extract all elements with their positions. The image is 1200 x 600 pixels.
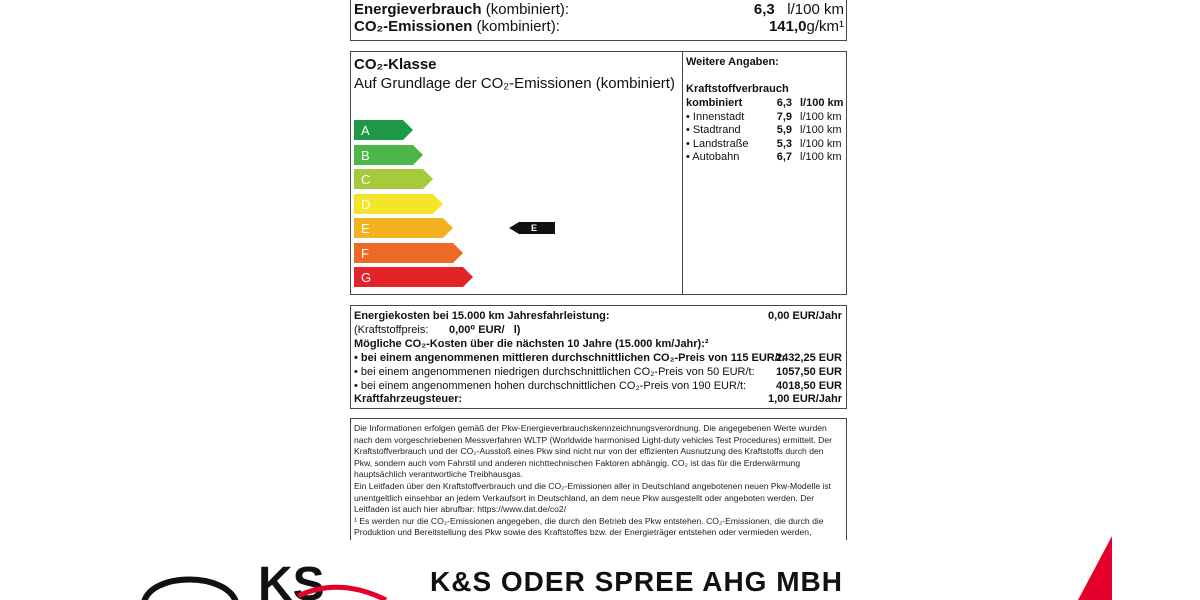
fuel-price-amount: 0,00⁰ EUR/ bbox=[449, 324, 505, 336]
co2-cost-low-label: • bei einem angenommenen niedrigen durchschnittlichen CO₂-Preis von 50 EUR/t: bbox=[354, 366, 755, 378]
possible-co2-costs-heading bbox=[354, 337, 842, 351]
co2-class-letter-d: D bbox=[361, 196, 371, 212]
legal-info-panel bbox=[350, 418, 847, 540]
consumption-label: • Autobahn bbox=[686, 151, 740, 164]
co2-cost-high-value: 4018,50 EUR bbox=[775, 380, 842, 392]
consumption-label: • Landstraße bbox=[686, 137, 749, 150]
co2-class-bar-g bbox=[354, 267, 475, 287]
energy-costs-label: Energiekosten bei 15.000 km Jahresfahrleistung: bbox=[354, 310, 610, 322]
consumption-value: 6,3 bbox=[776, 97, 792, 109]
consumption-row bbox=[686, 124, 844, 137]
co2-class-title: CO₂-Klasse bbox=[354, 56, 437, 73]
consumption-value: 7,9 bbox=[776, 110, 792, 123]
info-paragraph-1: Die Informationen erfolgen gemäß der Pkw-Energieverbrauchskennzeichnungsverordnung. Die angegebenen Werte wurden nach dem vorgeschriebenen Messverfahren WLTP (Worldwide harmonised Light-duty vehicles Test Procedures) ermittelt. Der Kraftstoffverbrauch und der CO₂-Ausstoß eines Pkw sind nicht nur von der effizienten Ausnutzung des Kraftstoffs durch den Pkw, sondern auch vom Fahrstil und anderen nichttechnischen Faktoren abhängig. CO₂ ist das für die Erderwärmung hauptsächlich verantwortliche Treibhausgas. bbox=[354, 423, 832, 480]
consumption-row bbox=[686, 97, 844, 110]
co2-class-letter-e: E bbox=[361, 221, 370, 236]
co2-class-letter-g: G bbox=[361, 270, 372, 285]
co2-class-bar-d bbox=[354, 194, 445, 214]
consumption-unit: l/100 km bbox=[800, 124, 842, 137]
weitere-angaben-title: Weitere Angaben: bbox=[686, 56, 779, 68]
current-class-letter: E bbox=[531, 223, 538, 233]
possible-co2-costs-label: Mögliche CO₂-Kosten über die nächsten 10 Jahre (15.000 km/Jahr):² bbox=[354, 338, 709, 350]
co2-label-bold: CO₂-Emissionen bbox=[354, 18, 473, 35]
co2-class-bar-e bbox=[354, 218, 455, 238]
energy-unit: l/100 km bbox=[787, 1, 844, 18]
brand-emblem-icon bbox=[138, 566, 242, 600]
consumption-unit: l/100 km bbox=[800, 97, 844, 109]
energy-value: 6,3 bbox=[753, 1, 775, 18]
co2-unit: g/km¹ bbox=[806, 18, 844, 35]
consumption-unit: l/100 km bbox=[800, 110, 842, 123]
co2-cost-low-row bbox=[354, 365, 842, 379]
co2-class-letter-f: F bbox=[361, 245, 369, 261]
energy-costs-row bbox=[354, 309, 842, 323]
top-right-border bbox=[846, 0, 847, 41]
info-paragraph-3: ¹ Es werden nur die CO₂-Emissionen angegeben, die durch den Betrieb des Pkw entstehen. CO₂-Emissionen, die durch die Produktion und Bereitstellung des Pkw sowie des Kraftstoffes bzw. der Energieträger entstehen oder vermieden werden, bbox=[354, 515, 824, 538]
energy-label-bold: Energieverbrauch bbox=[354, 1, 482, 18]
co2-emissions-row bbox=[354, 17, 844, 37]
co2-class-letter-b: B bbox=[361, 147, 370, 163]
panel-divider bbox=[682, 52, 683, 294]
fuel-price-row bbox=[354, 323, 842, 337]
fuel-price-unit: l) bbox=[513, 324, 521, 336]
red-corner-decoration bbox=[1078, 536, 1112, 600]
info-paragraph-2: Ein Leitfaden über den Kraftstoffverbrauch und die CO₂-Emissionen aller in Deutschland angebotenen neuen Pkw-Modelle ist unentgeltlich einsehbar an jedem Verkaufsort in Deutschland, an dem neue Pkw ausgestellt oder angeboten werden. Der Leitfaden ist auch hier abrufbar: https://www.dat.de/co2/ bbox=[354, 480, 832, 515]
co2-class-letter-c: C bbox=[361, 172, 371, 187]
co2-label-rest: (kombiniert): bbox=[472, 18, 560, 35]
consumption-value: 5,9 bbox=[776, 124, 792, 137]
consumption-unit: l/100 km bbox=[800, 151, 842, 164]
ks-logo-text: KS bbox=[258, 560, 325, 600]
consumption-row bbox=[686, 111, 844, 124]
energy-costs-value: 0,00 EUR/Jahr bbox=[768, 310, 842, 322]
consumption-value: 5,3 bbox=[776, 137, 792, 150]
vehicle-tax-value: 1,00 EUR/Jahr bbox=[768, 393, 842, 405]
consumption-row bbox=[686, 138, 844, 151]
consumption-label: • Stadtrand bbox=[686, 124, 741, 137]
kraftstoffverbrauch-heading: Kraftstoffverbrauch bbox=[686, 83, 789, 95]
consumption-row bbox=[686, 151, 844, 164]
fuel-price-value bbox=[449, 323, 520, 337]
co2-value-group bbox=[769, 17, 844, 37]
co2-value: 141,0 bbox=[768, 18, 807, 35]
co2-class-letter-a: A bbox=[361, 123, 370, 138]
dealer-name: K&S ODER SPREE AHG MBH bbox=[430, 566, 844, 597]
summary-divider bbox=[350, 40, 847, 41]
co2-class-bar-a bbox=[354, 120, 415, 140]
co2-class-bar-b bbox=[354, 145, 425, 165]
fuel-price-label: (Kraftstoffpreis: bbox=[354, 324, 429, 336]
consumption-label: kombiniert bbox=[686, 97, 743, 109]
co2-cost-mid-label: • bei einem angenommenen mittleren durchschnittlichen CO₂-Preis von 115 EUR/t: bbox=[354, 352, 786, 364]
co2-cost-high-row bbox=[354, 379, 842, 393]
top-left-border bbox=[350, 0, 351, 41]
energy-label-rest: (kombiniert): bbox=[481, 1, 570, 18]
vehicle-tax-label: Kraftfahrzeugsteuer: bbox=[354, 393, 463, 405]
co2-class-panel bbox=[350, 51, 847, 295]
consumption-unit: l/100 km bbox=[800, 137, 842, 150]
co2-cost-mid-row bbox=[354, 351, 842, 365]
consumption-label: • Innenstadt bbox=[686, 110, 745, 123]
ks-logo-icon bbox=[258, 560, 388, 600]
co2-cost-high-label: • bei einem angenommenen hohen durchschnittlichen CO₂-Preis von 190 EUR/t: bbox=[354, 380, 747, 392]
co2-class-subtitle: Auf Grundlage der CO₂-Emissionen (kombiniert) bbox=[354, 75, 675, 92]
vehicle-tax-row bbox=[354, 392, 842, 406]
co2-class-bar-c bbox=[354, 169, 435, 189]
costs-panel bbox=[350, 305, 847, 409]
co2-class-bar-f bbox=[354, 243, 465, 263]
consumption-value: 6,7 bbox=[776, 151, 792, 164]
co2-cost-low-value: 1057,50 EUR bbox=[775, 366, 842, 378]
co2-cost-mid-value: 2432,25 EUR bbox=[775, 352, 842, 364]
